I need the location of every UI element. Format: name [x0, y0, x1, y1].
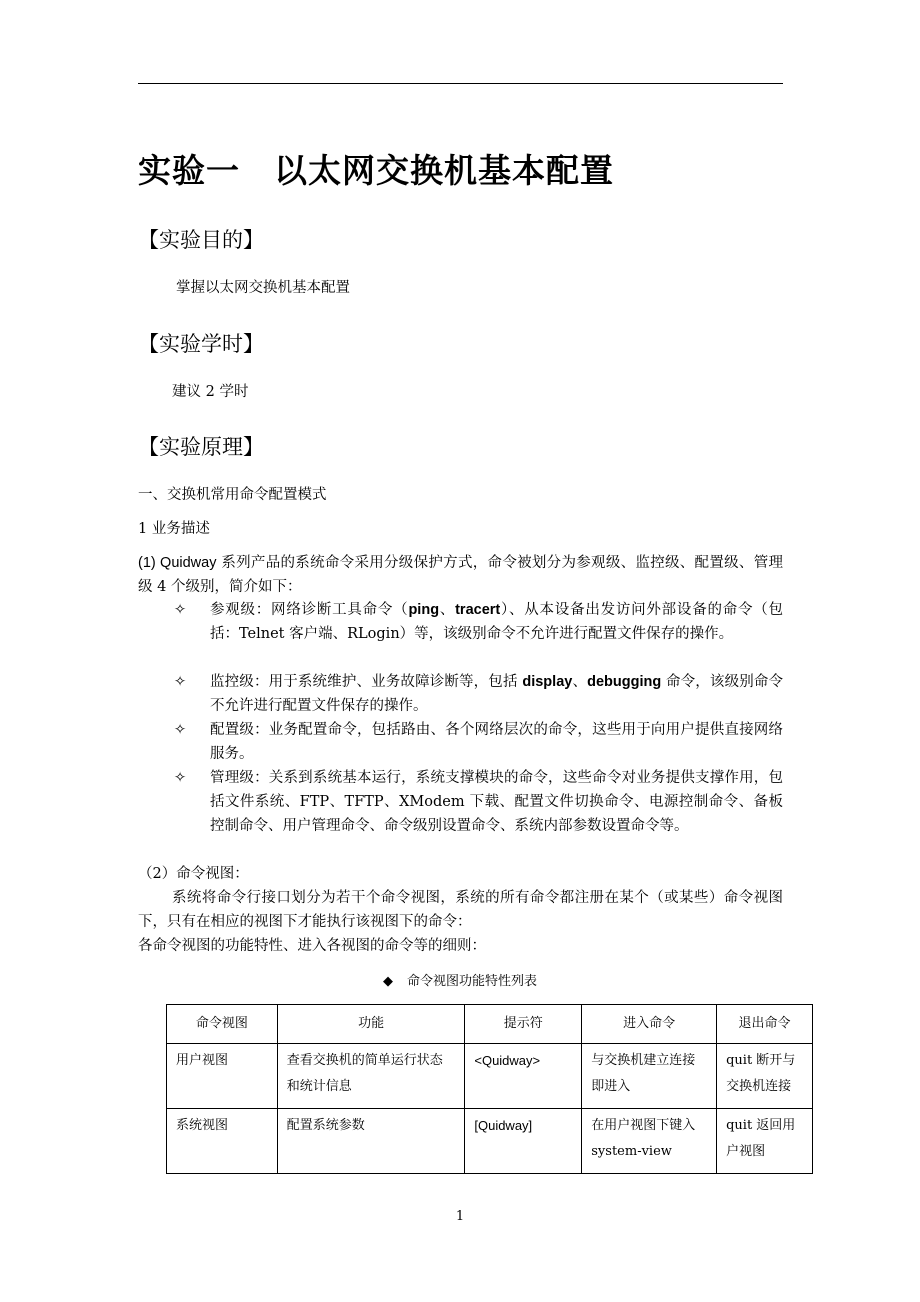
- bullet-item: ✧ 参观级：网络诊断工具命令（ping、tracert）、从本设备出发访问外部设备的命令（包括：Telnet 客户端、RLogin）等，该级别命令不允许进行配置文件保存的操作。: [174, 598, 783, 646]
- purpose-heading: 【实验目的】: [138, 228, 264, 252]
- bullet-icon: ✧: [174, 674, 187, 690]
- bullet-icon: ✧: [174, 602, 187, 618]
- table-header: 功能: [277, 1005, 465, 1044]
- diamond-icon: ◆: [382, 974, 393, 989]
- command-view-table: [166, 1004, 813, 1174]
- principle-heading: 【实验原理】: [138, 435, 264, 459]
- paragraph-views-desc: 系统将命令行接口划分为若干个命令视图，系统的所有命令都注册在某个（或某些）命令视图下，只有在相应的视图下才能执行该视图下的命令：: [138, 890, 783, 930]
- table-cell: [Quidway]: [465, 1109, 582, 1174]
- purpose-text: 掌握以太网交换机基本配置: [176, 280, 350, 296]
- bullet-icon: ✧: [174, 722, 187, 738]
- hours-text: 建议 2 学时: [172, 384, 249, 400]
- table-cell: 查看交换机的简单运行状态和统计信息: [277, 1044, 465, 1109]
- table-row: [167, 1109, 813, 1174]
- table-header: 进入命令: [582, 1005, 717, 1044]
- table-header: 退出命令: [717, 1005, 813, 1044]
- paragraph-command-views: （2）命令视图：: [138, 866, 249, 882]
- table-caption-text: 命令视图功能特性列表: [406, 974, 537, 989]
- table-cell: 配置系统参数: [277, 1109, 465, 1174]
- paragraph-1-text: 系列产品的系统命令采用分级保护方式，命令被划分为参观级、监控级、配置级、管理级 4 个级别，简介如下：: [138, 555, 783, 595]
- bullet-item: ✧ 监控级：用于系统维护、业务故障诊断等，包括 display、debugging 命令，该级别命令不允许进行配置文件保存的操作。: [174, 670, 783, 718]
- hours-heading: 【实验学时】: [138, 332, 264, 356]
- table-cell: quit 断开与交换机连接: [717, 1044, 813, 1109]
- table-cell: 与交换机建立连接即进入: [582, 1044, 717, 1109]
- table-header: 命令视图: [167, 1005, 278, 1044]
- table-cell: quit 返回用户视图: [717, 1109, 813, 1174]
- title-part-2: 以太网交换机基本配置: [274, 151, 614, 190]
- table-cell: <Quidway>: [465, 1044, 582, 1109]
- bullet-item: ✧ 配置级：业务配置命令，包括路由、各个网络层次的命令，这些用于向用户提供直接网络服务。: [174, 718, 783, 766]
- table-header: 提示符: [465, 1005, 582, 1044]
- title-part-1: 实验一: [138, 151, 240, 190]
- table-header-row: [167, 1005, 813, 1044]
- subheading-business-desc: 1 业务描述: [138, 521, 210, 537]
- bullet-icon: ✧: [174, 770, 187, 786]
- paragraph-1-prefix: (1) Quidway: [138, 555, 217, 571]
- table-cell: 系统视图: [167, 1109, 278, 1174]
- table-row: [167, 1044, 813, 1109]
- table-caption: [0, 970, 920, 989]
- bullet-item: ✧ 管理级：关系到系统基本运行，系统支撑模块的命令，这些命令对业务提供支撑作用，包括文件系统、FTP、TFTP、XModem 下载、配置文件切换命令、电源控制命令、备板控制命令、用户管理命令、命令级别设置命令、系统内部参数设置命令等。: [174, 766, 783, 838]
- paragraph-1: [138, 551, 783, 599]
- table-cell: 在用户视图下键入 system-view: [582, 1109, 717, 1174]
- header-rule: [138, 83, 783, 84]
- page-number: 1: [455, 1209, 465, 1224]
- page-title: [138, 145, 614, 192]
- paragraph-views-details: 各命令视图的功能特性、进入各视图的命令等的细则：: [138, 938, 486, 954]
- subheading-command-modes: 一、交换机常用命令配置模式: [138, 487, 327, 503]
- table-cell: 用户视图: [167, 1044, 278, 1109]
